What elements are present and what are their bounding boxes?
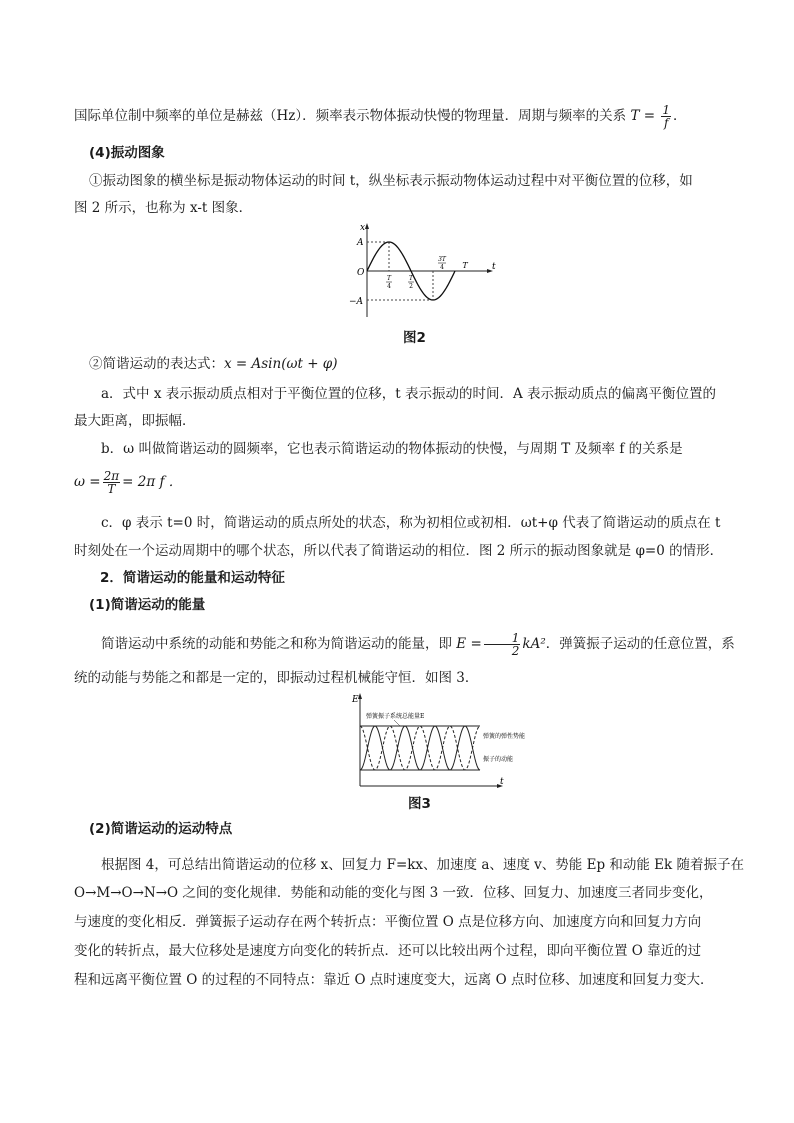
fig3-kinetic-energy-curve xyxy=(360,726,480,770)
fig2-tick-t4-den: 4 xyxy=(387,283,391,290)
paragraph-c-line1: c．φ 表示 t=0 时，简谐运动的质点所处的状态，称为初相位或初相．ωt+φ 代表了简谐运动的质点在 t xyxy=(101,515,721,531)
paragraph-energy-line1: 简谐运动中系统的动能和势能之和称为简谐运动的能量，即 E = $\frac{1}{2}$ kA²．弹簧振子运动的任意位置，系 xyxy=(101,631,735,658)
shm-formula: x = Asin(ωt + φ) xyxy=(224,356,338,372)
period-formula-lhs: T = xyxy=(630,108,660,124)
paragraph-graph-line2: 图 2 所示，也称为 x-t 图象． xyxy=(74,200,253,216)
fig2-tick-3t4-num: 3T xyxy=(438,256,446,263)
paragraph-features-line1: 根据图 4，可总结出简谐运动的位移 x、回复力 F=kx、加速度 a、速度 v、势能 Ep 和动能 Ek 随着振子在 xyxy=(101,857,745,873)
section-heading-motion-features: (2)简谐运动的运动特点 xyxy=(89,821,233,837)
figure-2-caption: 图2 xyxy=(403,330,426,346)
paragraph-frequency-unit: 国际单位制中频率的单位是赫兹（Hz）．频率表示物体振动快慢的物理量．周期与频率的关系 T = $\frac{1}{f}$ ． xyxy=(74,103,687,130)
section-heading-vibration-graph: (4)振动图象 xyxy=(89,145,165,161)
period-formula-fraction: $\frac{1}{f}$ xyxy=(662,103,670,130)
paragraph-expression: ②简谐运动的表达式：x = Asin(ωt + φ) xyxy=(89,356,338,372)
omega-fraction: $\frac{2\pi}{T}$ xyxy=(103,469,120,496)
figure-2-xt-graph xyxy=(340,220,500,320)
fig2-tick-t2-den: 2 xyxy=(409,283,413,290)
paragraph-energy-line2: 统的动能与势能之和都是一定的，即振动过程机械能守恒．如图 3． xyxy=(74,670,479,686)
fig3-label-ke: 振子的动能 xyxy=(483,756,514,763)
fig3-potential-energy-curve xyxy=(360,726,480,770)
paragraph-features-line4: 变化的转折点，最大位移处是速度方向变化的转折点．还可以比较出两个过程，即向平衡位置 O 靠近的过 xyxy=(74,943,702,959)
fig2-x-label: t xyxy=(492,262,496,272)
fig3-y-label: E xyxy=(352,695,359,705)
fig2-tick-t2-num: T xyxy=(408,275,414,282)
fig2-tick-t4-num: T xyxy=(386,275,392,282)
energy-fraction: $\frac{1}{2}$ xyxy=(484,632,521,657)
paragraph-c-line2: 时刻处在一个运动周期中的哪个状态，所以代表了简谐运动的相位．图 2 所示的振动图象就是 φ=0 的情形． xyxy=(74,543,724,559)
paragraph-features-line2: O→M→O→N→O 之间的变化规律．势能和动能的变化与图 3 一致．位移、回复力、加速度三者同步变化， xyxy=(74,885,713,901)
figure-3-energy-graph xyxy=(340,690,526,790)
paragraph-graph-line1: ①振动图象的横坐标是振动物体运动的时间 t，纵坐标表示振动物体运动过程中对平衡位置的位移，如 xyxy=(89,173,693,189)
fig2-amp-neg: −A xyxy=(349,297,364,307)
paragraph-b-line1: b．ω 叫做简谐运动的圆频率，它也表示简谐运动的物体振动的快慢，与周期 T 及频率 f 的关系是 xyxy=(101,441,683,457)
fig3-label-total: 弹簧振子系统总能量E xyxy=(366,713,425,720)
figure-3-caption: 图3 xyxy=(408,796,431,812)
fig2-y-label: x xyxy=(360,223,366,233)
paragraph-features-line5: 程和远离平衡位置 O 的过程的不同特点：靠近 O 点时速度变大，远离 O 点时位移、加速度和回复力变大． xyxy=(74,972,714,988)
fig2-tick-3t4-den: 4 xyxy=(440,264,444,271)
section-heading-energy: (1)简谐运动的能量 xyxy=(89,597,206,613)
y-axis-arrow xyxy=(365,223,369,229)
fig2-tick-t: T xyxy=(462,261,468,270)
section-heading-energy-features: 2．简谐运动的能量和运动特征 xyxy=(100,570,285,586)
fig3-label-pe: 弹簧的弹性势能 xyxy=(483,733,526,740)
paragraph-b-formula: ω = $\frac{2\pi}{T}$ = 2π f ． xyxy=(74,469,183,496)
paragraph-a-line1: a．式中 x 表示振动质点相对于平衡位置的位移，t 表示振动的时间．A 表示振动质点的偏离平衡位置的 xyxy=(101,386,717,402)
fig2-amp-pos: A xyxy=(357,238,364,248)
fig2-origin: O xyxy=(357,268,365,278)
paragraph-a-line2: 最大距离，即振幅． xyxy=(74,413,196,429)
fig3-x-label: t xyxy=(500,777,504,787)
paragraph-features-line3: 与速度的变化相反．弹簧振子运动存在两个转折点：平衡位置 O 点是位移方向、加速度方向和回复力方向 xyxy=(74,914,702,930)
